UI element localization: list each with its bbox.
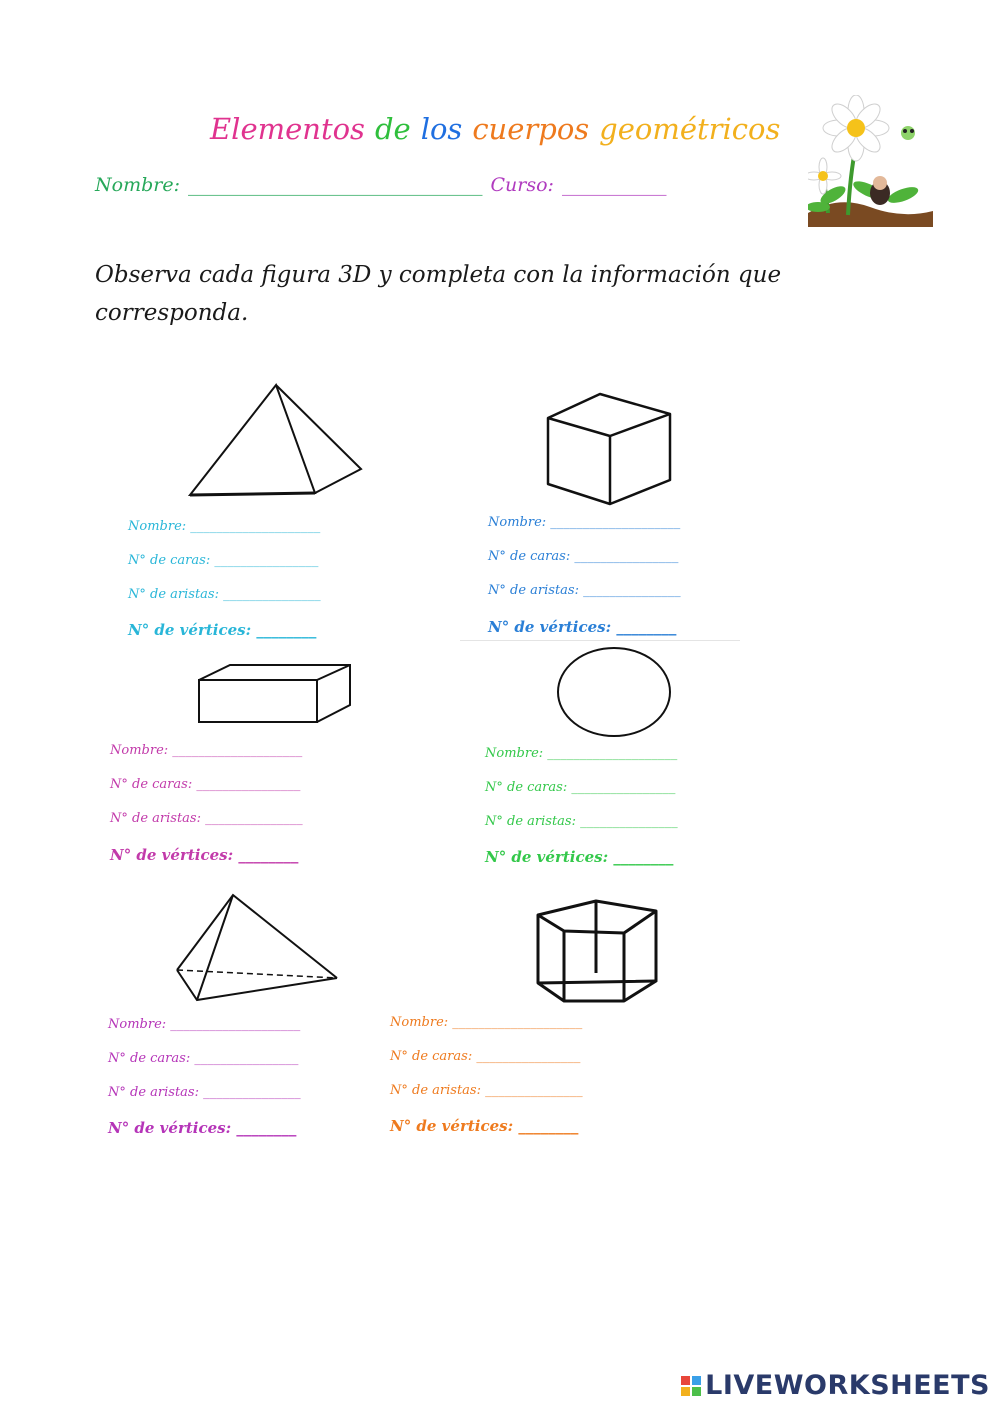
nombre-field[interactable]: Nombre: ____________________ xyxy=(485,746,678,761)
student-info-row xyxy=(95,174,674,196)
caras-field[interactable]: N° de caras: ________________ xyxy=(128,553,319,568)
aristas-field[interactable]: N° de aristas: _______________ xyxy=(110,811,303,826)
square-pyramid-icon xyxy=(180,378,370,508)
daisy-illustration xyxy=(808,95,933,227)
title-word: de xyxy=(374,112,411,146)
rectangular-prism-icon xyxy=(195,660,355,726)
vertices-field[interactable]: N° de vértices: ________ xyxy=(488,618,677,636)
logo-text: LIVEWORKSHEETS xyxy=(705,1370,990,1401)
nombre-field[interactable]: Nombre: ____________________ xyxy=(110,743,303,758)
caras-field[interactable]: N° de caras: ________________ xyxy=(485,780,676,795)
title-word: geométricos xyxy=(599,112,781,146)
vertices-field[interactable]: N° de vértices: ________ xyxy=(485,848,674,866)
vertices-field[interactable]: N° de vértices: ________ xyxy=(108,1119,297,1137)
nombre-field[interactable]: Nombre: ____________________ xyxy=(390,1015,583,1030)
name-field[interactable]: _______________________________ xyxy=(187,174,483,196)
nombre-field[interactable]: Nombre: ____________________ xyxy=(488,515,681,530)
caras-field[interactable]: N° de caras: ________________ xyxy=(488,549,679,564)
aristas-field[interactable]: N° de aristas: _______________ xyxy=(485,814,678,829)
divider xyxy=(460,640,740,641)
pentagonal-prism-icon xyxy=(528,895,668,1010)
instructions-text: Observa cada figura 3D y completa con la información que corresponda. xyxy=(95,262,782,326)
course-field[interactable]: ___________ xyxy=(561,174,667,196)
nombre-field[interactable]: Nombre: ____________________ xyxy=(108,1017,301,1032)
title-word: cuerpos xyxy=(472,112,590,146)
title-word: los xyxy=(420,112,463,146)
aristas-field[interactable]: N° de aristas: _______________ xyxy=(390,1083,583,1098)
logo-mark-icon xyxy=(681,1376,701,1396)
caras-field[interactable]: N° de caras: ________________ xyxy=(108,1051,299,1066)
worksheet-title xyxy=(210,112,790,146)
title-word: Elementos xyxy=(210,112,365,146)
vertices-field[interactable]: N° de vértices: ________ xyxy=(128,621,317,639)
sphere-icon xyxy=(552,645,677,740)
vertices-field[interactable]: N° de vértices: ________ xyxy=(110,846,299,864)
caras-field[interactable]: N° de caras: ________________ xyxy=(390,1049,581,1064)
course-label: Curso: xyxy=(490,174,554,196)
aristas-field[interactable]: N° de aristas: _______________ xyxy=(128,587,321,602)
caras-field[interactable]: N° de caras: ________________ xyxy=(110,777,301,792)
nombre-field[interactable]: Nombre: ____________________ xyxy=(128,519,321,534)
aristas-field[interactable]: N° de aristas: _______________ xyxy=(108,1085,301,1100)
name-label: Nombre: xyxy=(95,174,180,196)
aristas-field[interactable]: N° de aristas: _______________ xyxy=(488,583,681,598)
vertices-field[interactable]: N° de vértices: ________ xyxy=(390,1117,579,1135)
cube-icon xyxy=(540,388,680,512)
liveworksheets-logo xyxy=(681,1370,990,1401)
triangular-pyramid-icon xyxy=(165,890,345,1010)
